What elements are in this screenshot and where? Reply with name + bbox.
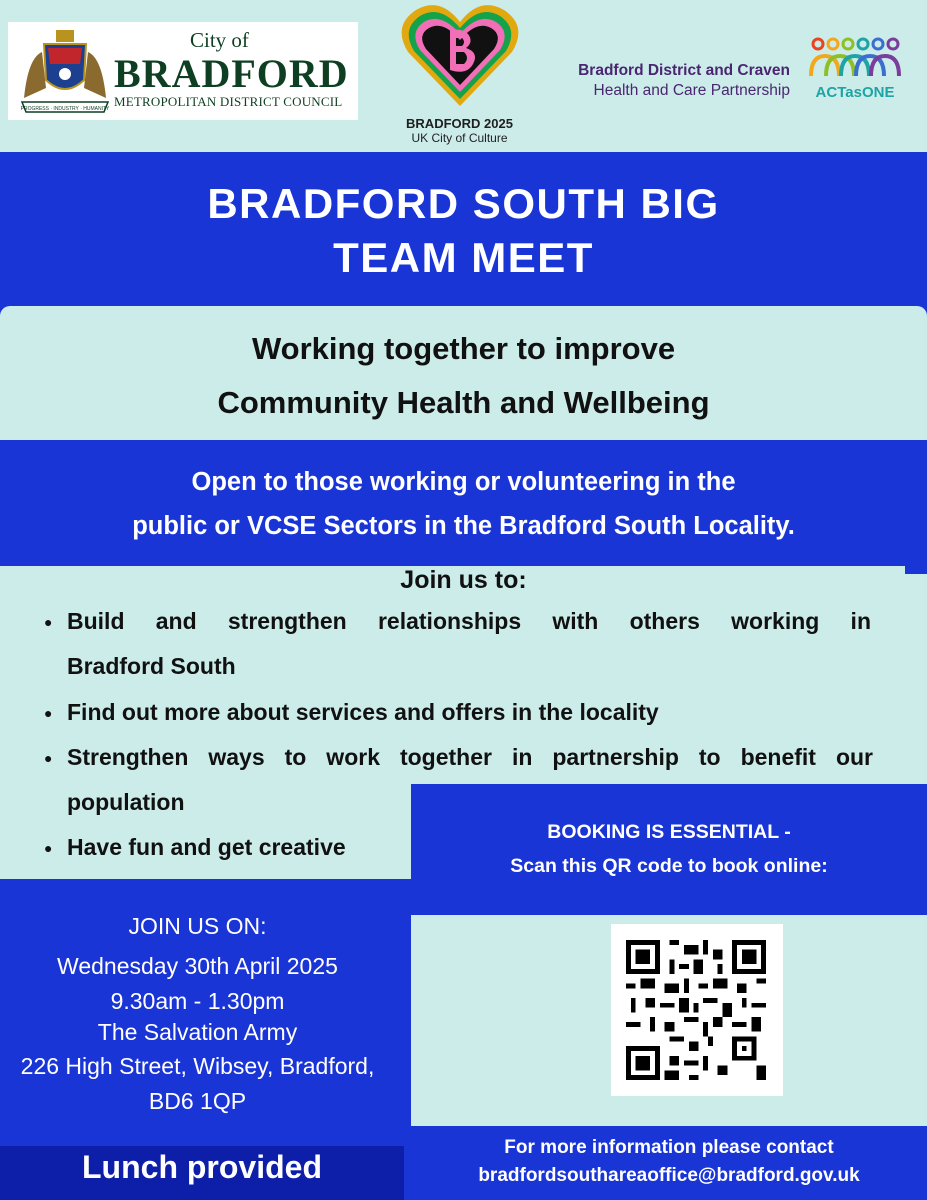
event-address-line-2: BD6 1QP: [148, 1088, 247, 1114]
qr-code-icon: [626, 940, 766, 1080]
coat-of-arms-icon: [18, 28, 112, 116]
people-group-icon: [808, 36, 904, 82]
event-title-line-2: TEAM MEET: [333, 234, 594, 281]
event-venue: The Salvation Army: [97, 1019, 298, 1045]
eligibility-line-1: Open to those working or volunteering in the: [191, 468, 736, 496]
subtitle-line-1: Working together to improve: [251, 331, 676, 366]
actasone-label: ACTasONE: [815, 84, 895, 101]
event-date: Wednesday 30th April 2025: [57, 953, 338, 979]
culture-title-text: BRADFORD 2025: [406, 116, 513, 131]
join-heading: Join us to:: [400, 566, 527, 594]
partnership-name-text: Bradford District and Craven: [578, 62, 790, 79]
eligibility-line-2: public or VCSE Sectors in the Bradford South Locality.: [132, 512, 795, 540]
bullet-icon: ●: [44, 840, 53, 856]
crest-motto: PROGRESS · INDUSTRY · HUMANITY: [20, 106, 110, 112]
council-name-text: BRADFORD: [114, 51, 349, 96]
booking-notice: BOOKING IS ESSENTIAL -: [547, 821, 791, 843]
council-city-text: City of: [190, 28, 249, 52]
lunch-provided-text: Lunch provided: [82, 1149, 322, 1185]
list-item-text: Have fun and get creative: [67, 834, 346, 860]
council-subtitle-text: METROPOLITAN DISTRICT COUNCIL: [114, 94, 343, 109]
list-item-text-continued: Bradford South: [67, 653, 236, 679]
booking-qr-code[interactable]: [611, 924, 783, 1096]
list-item-text: Build and strengthen relationships with others working in: [67, 608, 871, 634]
partnership-subtitle-text: Health and Care Partnership: [593, 82, 790, 99]
bradford-2025-logo: [392, 0, 527, 150]
subtitle-line-2: Community Health and Wellbeing: [217, 385, 710, 420]
event-address-line-1: 226 High Street, Wibsey, Bradford,: [20, 1053, 375, 1079]
bullet-icon: ●: [44, 614, 53, 630]
list-item-text: Find out more about services and offers in the locality: [67, 699, 659, 725]
event-title-line-1: BRADFORD SOUTH BIG: [207, 180, 720, 227]
list-item-text-continued: population: [67, 789, 185, 815]
bullet-icon: ●: [44, 705, 53, 721]
council-logo: [8, 22, 358, 120]
contact-email-link[interactable]: bradfordsouthareaoffice@bradford.gov.uk: [478, 1165, 860, 1186]
subtitle-panel: [0, 306, 927, 442]
event-time: 9.30am - 1.30pm: [110, 988, 285, 1014]
culture-subtitle-text: UK City of Culture: [411, 131, 508, 145]
bullet-icon: ●: [44, 750, 53, 766]
list-item-text: Strengthen ways to work together in partnership to benefit our: [67, 744, 873, 770]
booking-instruction: Scan this QR code to book online:: [510, 855, 828, 877]
eligibility-band: [0, 440, 927, 566]
event-details-heading: JOIN US ON:: [128, 913, 267, 939]
booking-panel: [411, 784, 927, 915]
contact-intro-text: For more information please contact: [504, 1137, 834, 1158]
heart-icon: [398, 0, 522, 112]
